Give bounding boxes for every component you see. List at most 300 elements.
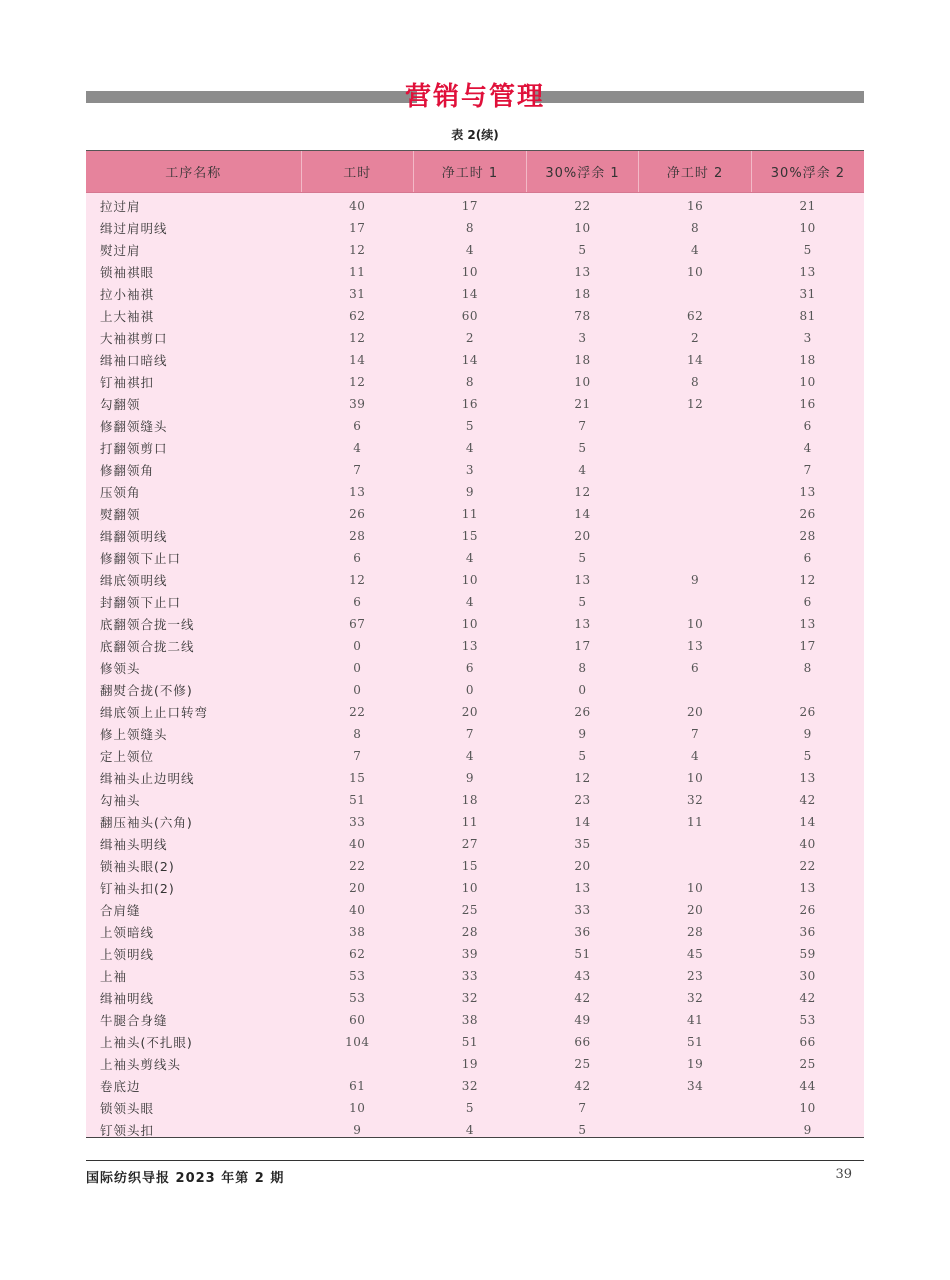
value-cell: 38 — [461, 1013, 479, 1027]
process-name-cell: 上大袖祺 — [100, 309, 155, 324]
table-row — [86, 899, 864, 921]
value-cell: 10 — [574, 375, 591, 389]
process-name-cell: 底翻领合拢一线 — [100, 617, 195, 632]
section-title: 营销与管理 — [404, 82, 545, 112]
value-cell: 30 — [799, 969, 816, 983]
process-name-cell: 翻熨合拢(不修) — [100, 683, 193, 698]
value-cell: 18 — [574, 353, 591, 367]
value-cell: 2 — [465, 331, 474, 345]
table-row — [86, 305, 864, 327]
value-cell: 18 — [799, 353, 816, 367]
value-cell: 26 — [349, 507, 366, 521]
value-cell: 26 — [799, 705, 816, 719]
value-cell: 42 — [799, 793, 816, 807]
value-cell: 26 — [574, 705, 591, 719]
value-cell: 25 — [799, 1057, 816, 1071]
value-cell — [639, 481, 752, 503]
value-cell: 53 — [349, 991, 366, 1005]
table-row — [86, 1097, 864, 1119]
value-cell: 7 — [803, 463, 812, 477]
value-cell: 18 — [461, 793, 479, 807]
value-cell: 8 — [465, 221, 474, 235]
value-cell: 2 — [691, 331, 700, 345]
value-cell: 25 — [574, 1057, 591, 1071]
column-header: 30%浮余 1 — [526, 151, 639, 193]
value-cell — [639, 525, 752, 547]
value-cell: 9 — [691, 573, 700, 587]
footer-page-number: 39 — [835, 1167, 852, 1182]
value-cell: 5 — [803, 243, 812, 257]
table-row — [86, 877, 864, 899]
table-row — [86, 393, 864, 415]
value-cell: 9 — [465, 771, 474, 785]
value-cell: 6 — [353, 551, 362, 565]
value-cell: 67 — [349, 617, 366, 631]
process-table — [86, 151, 864, 1141]
value-cell: 31 — [799, 287, 816, 301]
value-cell: 9 — [803, 727, 812, 741]
value-cell: 4 — [691, 243, 700, 257]
value-cell: 45 — [686, 947, 704, 961]
table-row — [86, 789, 864, 811]
value-cell: 12 — [349, 573, 366, 587]
value-cell: 7 — [353, 463, 362, 477]
value-cell: 5 — [578, 441, 587, 455]
table-row — [86, 525, 864, 547]
value-cell: 78 — [574, 309, 591, 323]
value-cell: 7 — [578, 419, 587, 433]
process-name-cell: 缉袖头止边明线 — [100, 771, 195, 786]
value-cell — [639, 591, 752, 613]
value-cell: 39 — [461, 947, 479, 961]
value-cell: 13 — [799, 771, 816, 785]
value-cell: 5 — [803, 749, 812, 763]
value-cell: 11 — [461, 507, 479, 521]
value-cell: 0 — [353, 661, 362, 675]
value-cell: 20 — [686, 705, 704, 719]
value-cell: 60 — [349, 1013, 366, 1027]
value-cell: 5 — [465, 419, 474, 433]
value-cell: 31 — [349, 287, 366, 301]
value-cell: 4 — [465, 243, 474, 257]
value-cell: 13 — [574, 881, 591, 895]
process-name-cell: 翻压袖头(六角) — [100, 815, 193, 830]
value-cell: 7 — [578, 1101, 587, 1115]
process-name-cell: 大袖祺剪口 — [100, 331, 168, 346]
value-cell: 10 — [686, 771, 704, 785]
value-cell: 13 — [574, 573, 591, 587]
value-cell: 13 — [799, 881, 816, 895]
process-name-cell: 压领角 — [100, 485, 141, 500]
process-name-cell: 勾翻领 — [100, 397, 141, 412]
process-name-cell: 上袖头(不扎眼) — [100, 1035, 193, 1050]
value-cell: 51 — [461, 1035, 479, 1049]
value-cell: 6 — [465, 661, 474, 675]
value-cell: 4 — [465, 749, 474, 763]
table-row — [86, 503, 864, 525]
process-name-cell: 打翻领剪口 — [100, 441, 168, 456]
process-name-cell: 上领暗线 — [100, 925, 155, 940]
value-cell: 38 — [349, 925, 366, 939]
value-cell: 23 — [686, 969, 704, 983]
process-name-cell: 修翻领下止口 — [100, 551, 182, 566]
value-cell: 13 — [349, 485, 366, 499]
value-cell: 16 — [686, 199, 704, 213]
column-header: 工时 — [301, 151, 414, 193]
value-cell: 49 — [574, 1013, 591, 1027]
value-cell: 66 — [574, 1035, 591, 1049]
value-cell: 22 — [349, 705, 366, 719]
table-row — [86, 635, 864, 657]
value-cell: 5 — [578, 1123, 587, 1137]
value-cell: 15 — [461, 529, 479, 543]
value-cell: 6 — [803, 595, 812, 609]
value-cell: 17 — [349, 221, 366, 235]
value-cell: 14 — [686, 353, 704, 367]
value-cell: 5 — [578, 595, 587, 609]
process-name-cell: 卷底边 — [100, 1079, 141, 1094]
value-cell: 4 — [691, 749, 700, 763]
value-cell: 62 — [349, 309, 366, 323]
column-header: 30%浮余 2 — [751, 151, 864, 193]
value-cell: 13 — [574, 617, 591, 631]
process-table-container — [86, 150, 864, 1138]
value-cell: 21 — [574, 397, 591, 411]
value-cell: 7 — [465, 727, 474, 741]
process-name-cell: 修领头 — [100, 661, 141, 676]
value-cell: 10 — [461, 573, 479, 587]
value-cell: 28 — [686, 925, 704, 939]
value-cell: 40 — [799, 837, 816, 851]
process-name-cell: 熨过肩 — [100, 243, 141, 258]
value-cell: 5 — [578, 749, 587, 763]
value-cell: 12 — [574, 485, 591, 499]
value-cell: 13 — [799, 265, 816, 279]
value-cell: 6 — [353, 419, 362, 433]
process-name-cell: 缉底领上止口转弯 — [100, 705, 209, 720]
process-name-cell: 封翻领下止口 — [100, 595, 182, 610]
value-cell: 62 — [349, 947, 366, 961]
value-cell — [751, 679, 864, 701]
process-name-cell: 缉翻领明线 — [100, 529, 168, 544]
process-name-cell: 钉袖祺扣 — [100, 375, 155, 390]
value-cell: 5 — [578, 551, 587, 565]
table-row — [86, 437, 864, 459]
value-cell: 51 — [574, 947, 591, 961]
table-row — [86, 1009, 864, 1031]
value-cell: 27 — [461, 837, 479, 851]
value-cell: 10 — [799, 221, 816, 235]
value-cell: 13 — [799, 485, 816, 499]
table-row — [86, 481, 864, 503]
table-row — [86, 239, 864, 261]
value-cell: 0 — [465, 683, 474, 697]
table-row — [86, 833, 864, 855]
value-cell: 40 — [349, 837, 366, 851]
value-cell: 19 — [686, 1057, 704, 1071]
value-cell: 32 — [686, 991, 704, 1005]
table-row — [86, 921, 864, 943]
value-cell: 7 — [691, 727, 700, 741]
process-name-cell: 锁领头眼 — [100, 1101, 155, 1116]
value-cell: 4 — [803, 441, 812, 455]
value-cell: 9 — [353, 1123, 362, 1137]
value-cell — [639, 415, 752, 437]
value-cell: 36 — [799, 925, 816, 939]
value-cell: 21 — [799, 199, 816, 213]
table-row — [86, 371, 864, 393]
table-row — [86, 767, 864, 789]
table-row — [86, 987, 864, 1009]
table-row — [86, 261, 864, 283]
value-cell: 3 — [465, 463, 474, 477]
table-row — [86, 811, 864, 833]
value-cell: 32 — [686, 793, 704, 807]
value-cell: 12 — [349, 375, 366, 389]
value-cell: 12 — [574, 771, 591, 785]
value-cell: 9 — [803, 1123, 812, 1137]
value-cell: 17 — [799, 639, 816, 653]
process-name-cell: 缉袖明线 — [100, 991, 155, 1006]
value-cell: 12 — [349, 331, 366, 345]
value-cell: 44 — [799, 1079, 816, 1093]
process-name-cell: 熨翻领 — [100, 507, 141, 522]
value-cell — [639, 503, 752, 525]
table-row — [86, 415, 864, 437]
table-row — [86, 701, 864, 723]
value-cell: 10 — [349, 1101, 366, 1115]
value-cell: 28 — [349, 529, 366, 543]
table-row — [86, 459, 864, 481]
value-cell: 0 — [353, 683, 362, 697]
value-cell: 13 — [574, 265, 591, 279]
value-cell: 42 — [799, 991, 816, 1005]
value-cell: 25 — [461, 903, 479, 917]
value-cell: 42 — [574, 1079, 591, 1093]
table-row — [86, 547, 864, 569]
value-cell: 35 — [574, 837, 591, 851]
value-cell: 36 — [574, 925, 591, 939]
value-cell: 12 — [799, 573, 816, 587]
value-cell: 8 — [691, 221, 700, 235]
value-cell: 4 — [353, 441, 362, 455]
value-cell: 40 — [349, 903, 366, 917]
value-cell: 4 — [465, 595, 474, 609]
table-row — [86, 1075, 864, 1097]
value-cell: 12 — [686, 397, 704, 411]
process-name-cell: 缉袖口暗线 — [100, 353, 168, 368]
value-cell: 20 — [574, 859, 591, 873]
value-cell: 6 — [353, 595, 362, 609]
value-cell: 6 — [803, 419, 812, 433]
value-cell: 34 — [686, 1079, 704, 1093]
value-cell: 8 — [465, 375, 474, 389]
value-cell: 11 — [461, 815, 479, 829]
process-name-cell: 拉小袖祺 — [100, 287, 155, 302]
value-cell — [639, 283, 752, 305]
value-cell: 104 — [345, 1035, 370, 1049]
value-cell: 39 — [349, 397, 366, 411]
value-cell: 62 — [686, 309, 704, 323]
value-cell: 8 — [691, 375, 700, 389]
value-cell: 17 — [461, 199, 479, 213]
value-cell: 20 — [461, 705, 479, 719]
value-cell: 22 — [574, 199, 591, 213]
value-cell: 10 — [574, 221, 591, 235]
table-row — [86, 855, 864, 877]
value-cell: 11 — [349, 265, 366, 279]
value-cell: 51 — [349, 793, 366, 807]
value-cell: 51 — [686, 1035, 704, 1049]
value-cell: 28 — [461, 925, 479, 939]
value-cell: 3 — [578, 331, 587, 345]
value-cell — [639, 1119, 752, 1141]
column-header: 净工时 1 — [414, 151, 527, 193]
table-caption: 表 2(续) — [451, 128, 499, 142]
value-cell: 19 — [461, 1057, 479, 1071]
value-cell: 66 — [799, 1035, 816, 1049]
value-cell: 13 — [686, 639, 704, 653]
value-cell: 33 — [574, 903, 591, 917]
value-cell: 22 — [349, 859, 366, 873]
value-cell: 17 — [574, 639, 591, 653]
process-name-cell: 钉袖头扣(2) — [100, 881, 175, 896]
table-row — [86, 569, 864, 591]
value-cell: 23 — [574, 793, 591, 807]
process-name-cell: 勾袖头 — [100, 793, 141, 808]
process-name-cell: 锁袖祺眼 — [100, 265, 155, 280]
value-cell: 9 — [578, 727, 587, 741]
value-cell: 16 — [799, 397, 816, 411]
process-name-cell: 底翻领合拢二线 — [100, 639, 195, 654]
table-row — [86, 613, 864, 635]
value-cell — [639, 1097, 752, 1119]
table-row — [86, 1053, 864, 1075]
process-name-cell: 定上领位 — [100, 749, 155, 764]
value-cell: 10 — [686, 265, 704, 279]
value-cell: 8 — [803, 661, 812, 675]
value-cell: 32 — [461, 1079, 479, 1093]
value-cell: 20 — [686, 903, 704, 917]
value-cell: 14 — [574, 507, 591, 521]
table-row — [86, 1031, 864, 1053]
value-cell: 14 — [349, 353, 366, 367]
table-body — [86, 193, 864, 1142]
value-cell: 10 — [686, 617, 704, 631]
table-row — [86, 943, 864, 965]
value-cell: 32 — [461, 991, 479, 1005]
process-name-cell: 钉领头扣 — [100, 1123, 155, 1138]
value-cell: 40 — [349, 199, 366, 213]
process-name-cell: 上袖头剪线头 — [100, 1057, 182, 1072]
value-cell: 10 — [461, 617, 479, 631]
table-row — [86, 217, 864, 239]
value-cell: 14 — [461, 353, 479, 367]
table-row — [86, 349, 864, 371]
table-header-row — [86, 151, 864, 193]
table-row — [86, 591, 864, 613]
value-cell: 13 — [461, 639, 479, 653]
value-cell: 5 — [465, 1101, 474, 1115]
process-name-cell: 上袖 — [100, 969, 128, 984]
footer-rule — [86, 1160, 864, 1161]
table-row — [86, 327, 864, 349]
value-cell: 20 — [574, 529, 591, 543]
table-row — [86, 1119, 864, 1141]
value-cell — [639, 833, 752, 855]
value-cell: 33 — [349, 815, 366, 829]
value-cell: 9 — [465, 485, 474, 499]
value-cell: 11 — [686, 815, 704, 829]
value-cell: 7 — [353, 749, 362, 763]
table-row — [86, 679, 864, 701]
value-cell: 33 — [461, 969, 479, 983]
value-cell: 26 — [799, 507, 816, 521]
process-name-cell: 修上领缝头 — [100, 727, 168, 742]
table-row — [86, 965, 864, 987]
value-cell: 18 — [574, 287, 591, 301]
value-cell: 13 — [799, 617, 816, 631]
value-cell: 60 — [461, 309, 479, 323]
value-cell: 61 — [349, 1079, 366, 1093]
value-cell: 10 — [799, 1101, 816, 1115]
value-cell: 53 — [349, 969, 366, 983]
value-cell: 42 — [574, 991, 591, 1005]
footer-journal: 国际纺织导报 2023 年第 2 期 — [86, 1171, 285, 1186]
value-cell: 20 — [349, 881, 366, 895]
column-header: 净工时 2 — [639, 151, 752, 193]
value-cell — [639, 679, 752, 701]
value-cell — [639, 855, 752, 877]
value-cell: 6 — [803, 551, 812, 565]
value-cell: 28 — [799, 529, 816, 543]
process-name-cell: 缉底领明线 — [100, 573, 168, 588]
value-cell: 10 — [799, 375, 816, 389]
table-row — [86, 193, 864, 218]
value-cell: 4 — [578, 463, 587, 477]
value-cell — [639, 459, 752, 481]
value-cell: 6 — [691, 661, 700, 675]
value-cell: 4 — [465, 551, 474, 565]
value-cell: 4 — [465, 1123, 474, 1137]
value-cell: 3 — [803, 331, 812, 345]
value-cell: 4 — [465, 441, 474, 455]
value-cell: 10 — [461, 265, 479, 279]
value-cell: 12 — [349, 243, 366, 257]
table-row — [86, 723, 864, 745]
process-name-cell: 牛腿合身缝 — [100, 1013, 168, 1028]
value-cell: 15 — [461, 859, 479, 873]
value-cell: 8 — [353, 727, 362, 741]
process-name-cell: 缉袖头明线 — [100, 837, 168, 852]
value-cell: 16 — [461, 397, 479, 411]
table-row — [86, 745, 864, 767]
process-name-cell: 缉过肩明线 — [100, 221, 168, 236]
value-cell: 14 — [799, 815, 816, 829]
value-cell: 81 — [799, 309, 816, 323]
value-cell: 53 — [799, 1013, 816, 1027]
process-name-cell: 锁袖头眼(2) — [100, 859, 175, 874]
value-cell: 10 — [461, 881, 479, 895]
process-name-cell: 拉过肩 — [100, 199, 141, 214]
value-cell: 26 — [799, 903, 816, 917]
value-cell: 8 — [578, 661, 587, 675]
value-cell — [639, 547, 752, 569]
process-name-cell: 修翻领缝头 — [100, 419, 168, 434]
value-cell: 0 — [578, 683, 587, 697]
table-row — [86, 283, 864, 305]
process-name-cell: 上领明线 — [100, 947, 155, 962]
